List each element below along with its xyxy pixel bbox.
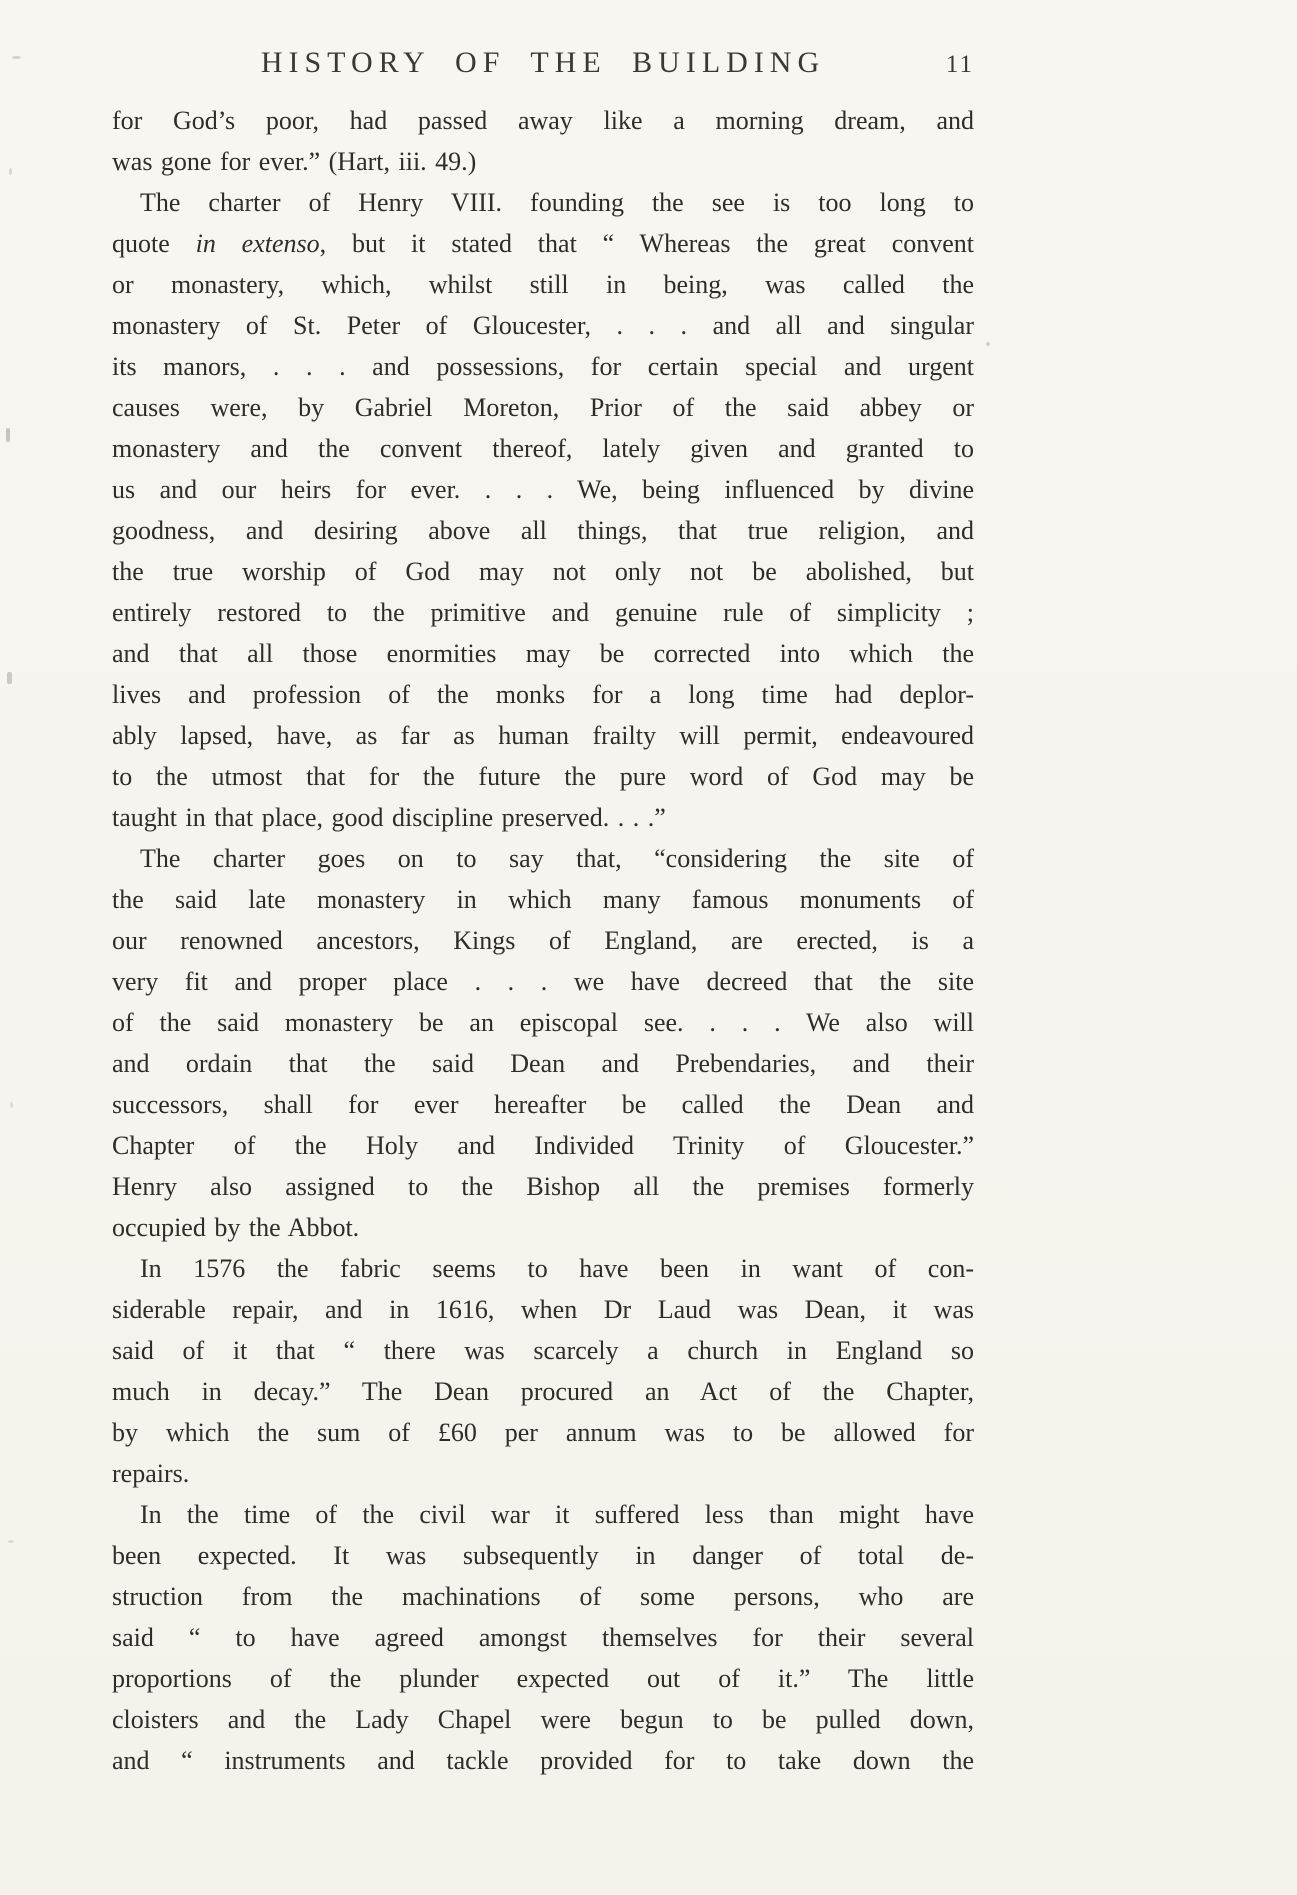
paragraph bbox=[112, 838, 974, 1248]
text-line: occupied by the Abbot. bbox=[112, 1213, 360, 1242]
text-line: repairs. bbox=[112, 1459, 190, 1488]
paragraph bbox=[112, 182, 974, 838]
text-line: us and our heirs for ever. . . . We, being influenced by divine bbox=[112, 475, 974, 504]
scan-artifact bbox=[9, 168, 12, 175]
text-line: Chapter of the Holy and Individed Trinity of Gloucester.” bbox=[112, 1131, 974, 1160]
text-line: In the time of the civil war it suffered less than might have bbox=[140, 1500, 974, 1529]
text-line: for God’s poor, had passed away like a morning dream, and bbox=[112, 106, 974, 135]
text-line: The charter of Henry VIII. founding the see is too long to bbox=[140, 188, 974, 217]
text-line: cloisters and the Lady Chapel were begun to be pulled down, bbox=[112, 1705, 974, 1734]
text-line: causes were, by Gabriel Moreton, Prior of the said abbey or bbox=[112, 393, 974, 422]
scan-artifact bbox=[986, 342, 990, 346]
scan-artifact bbox=[8, 1540, 14, 1543]
page-number: 11 bbox=[945, 51, 974, 78]
text-line: successors, shall for ever hereafter be called the Dean and bbox=[112, 1090, 974, 1119]
text-line: In 1576 the fabric seems to have been in want of con- bbox=[140, 1254, 974, 1283]
text-line: was gone for ever.” (Hart, iii. 49.) bbox=[112, 147, 477, 176]
text-line: or monastery, which, whilst still in being, was called the bbox=[112, 270, 974, 299]
text-line: monastery of St. Peter of Gloucester, . . . and all and singular bbox=[112, 311, 974, 340]
text-line: siderable repair, and in 1616, when Dr Laud was Dean, it was bbox=[112, 1295, 974, 1324]
text-line: been expected. It was subsequently in danger of total de- bbox=[112, 1541, 974, 1570]
text-line: the said late monastery in which many famous monuments of bbox=[112, 885, 974, 914]
text-line: entirely restored to the primitive and genuine rule of simplicity ; bbox=[112, 598, 974, 627]
scan-artifact bbox=[6, 428, 10, 442]
text-line: to the utmost that for the future the pure word of God may be bbox=[112, 762, 974, 791]
scan-artifact bbox=[7, 672, 12, 684]
scan-artifact bbox=[12, 56, 21, 59]
text-line: said “ to have agreed amongst themselves for their several bbox=[112, 1623, 974, 1652]
text-line: monastery and the convent thereof, lately given and granted to bbox=[112, 434, 974, 463]
page-title: HISTORY OF THE BUILDING bbox=[260, 46, 826, 79]
text-line: said of it that “ there was scarcely a church in England so bbox=[112, 1336, 974, 1365]
text-line: proportions of the plunder expected out of it.” The little bbox=[112, 1664, 974, 1693]
text-line: much in decay.” The Dean procured an Act of the Chapter, bbox=[112, 1377, 974, 1406]
text-line: and ordain that the said Dean and Prebendaries, and their bbox=[112, 1049, 974, 1078]
running-header bbox=[112, 0, 974, 80]
paragraph bbox=[112, 1494, 974, 1781]
book-page bbox=[112, 0, 974, 1781]
text-line: its manors, . . . and possessions, for certain special and urgent bbox=[112, 352, 974, 381]
text-line: taught in that place, good discipline preserved. . . .” bbox=[112, 803, 666, 832]
text-line: our renowned ancestors, Kings of England, are erected, is a bbox=[112, 926, 974, 955]
text-line: of the said monastery be an episcopal see. . . . We also will bbox=[112, 1008, 974, 1037]
text-line: quote in extenso, but it stated that “ Whereas the great convent bbox=[112, 229, 975, 258]
text-line: very fit and proper place . . . we have decreed that the site bbox=[112, 967, 974, 996]
paragraph bbox=[112, 1248, 974, 1494]
text-line: goodness, and desiring above all things, that true religion, and bbox=[112, 516, 974, 545]
paragraph bbox=[112, 100, 974, 182]
text-line: ably lapsed, have, as far as human frailty will permit, endeavoured bbox=[112, 721, 974, 750]
text-block bbox=[112, 100, 974, 1781]
text-line: and “ instruments and tackle provided for to take down the bbox=[112, 1746, 974, 1775]
text-line: and that all those enormities may be corrected into which the bbox=[112, 639, 974, 668]
text-line: Henry also assigned to the Bishop all the premises formerly bbox=[112, 1172, 974, 1201]
text-line: The charter goes on to say that, “considering the site of bbox=[140, 844, 974, 873]
text-line: by which the sum of £60 per annum was to be allowed for bbox=[112, 1418, 974, 1447]
scan-artifact bbox=[10, 1102, 13, 1108]
text-line: the true worship of God may not only not be abolished, but bbox=[112, 557, 974, 586]
text-line: lives and profession of the monks for a long time had deplor- bbox=[112, 680, 974, 709]
text-line: struction from the machinations of some persons, who are bbox=[112, 1582, 974, 1611]
